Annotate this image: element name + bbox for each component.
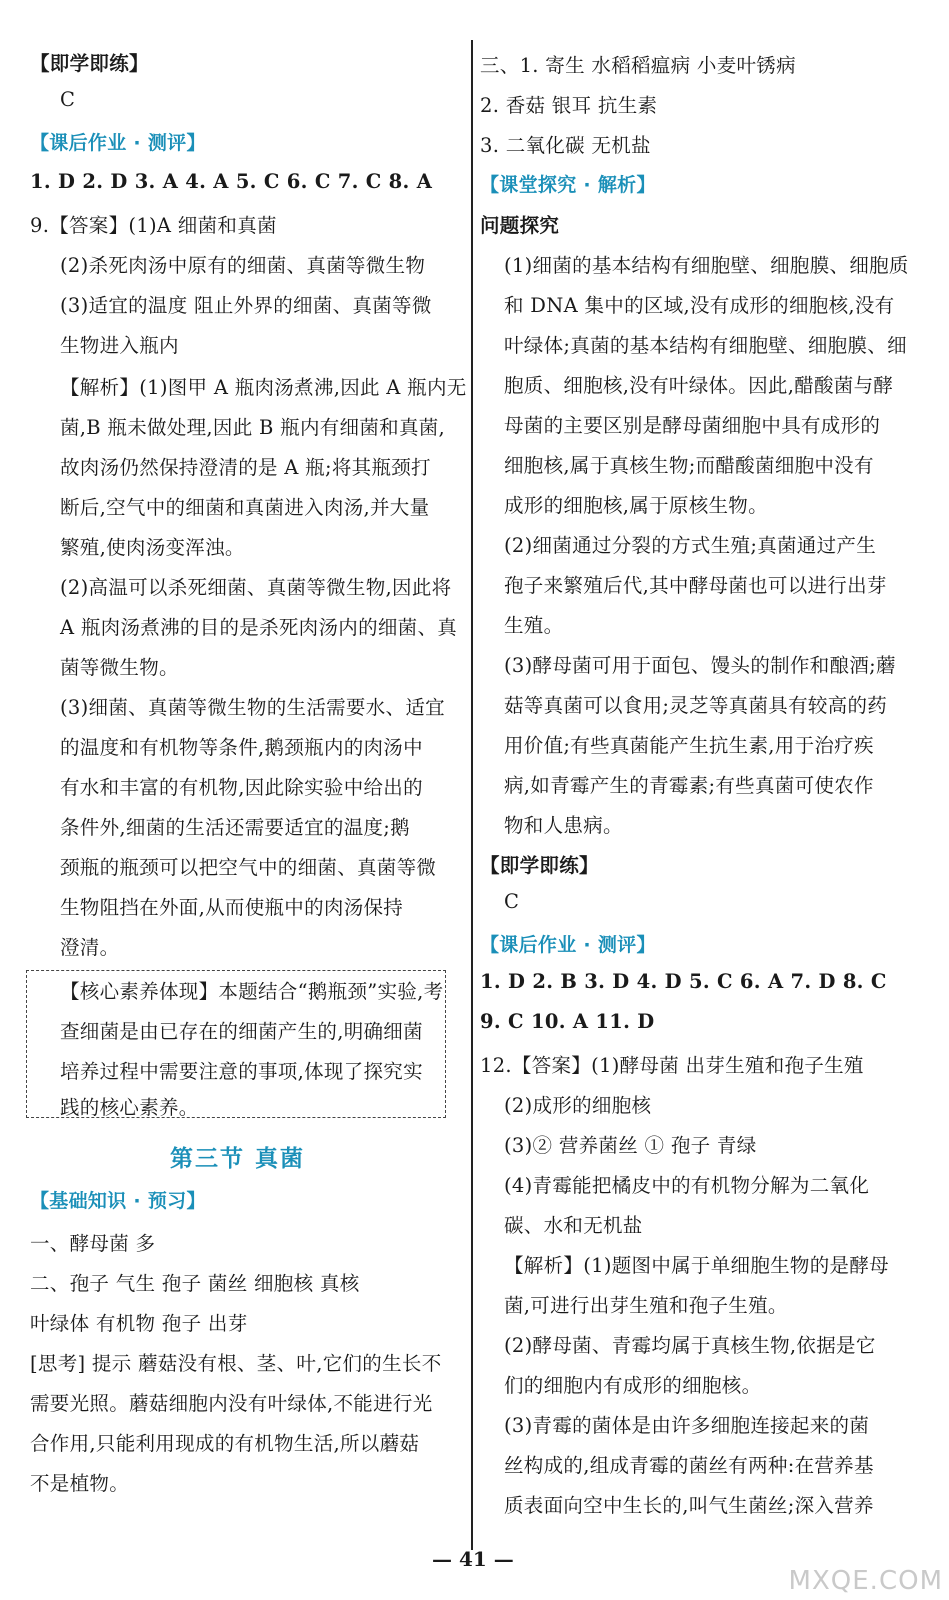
left-text-line: C: [60, 88, 76, 111]
left-text-line: 菌,B 瓶未做处理,因此 B 瓶内有细菌和真菌,: [60, 416, 446, 439]
right-text-line: 【课堂探究 · 解析】: [480, 174, 656, 196]
right-text-line: (2)酵母菌、青霉均属于真核生物,依据是它: [504, 1334, 876, 1357]
left-text-line: 叶绿体 有机物 孢子 出芽: [30, 1312, 248, 1335]
left-text-line: (2)高温可以杀死细菌、真菌等微生物,因此将: [60, 576, 452, 599]
right-text-line: 1. D 2. B 3. D 4. D 5. C 6. A 7. D 8. C: [480, 970, 887, 993]
left-text-line: 有水和丰富的有机物,因此除实验中给出的: [60, 776, 423, 799]
left-text-line: 故肉汤仍然保持澄清的是 A 瓶;将其瓶颈打: [60, 456, 431, 479]
left-text-line: 繁殖,使肉汤变浑浊。: [60, 536, 245, 559]
left-text-line: 第三节 真菌: [170, 1145, 306, 1172]
right-text-line: 质表面向空中生长的,叫气生菌丝;深入营养: [504, 1494, 874, 1517]
left-text-line: 【即学即练】: [30, 52, 149, 75]
right-text-line: 【解析】(1)题图中属于单细胞生物的是酵母: [504, 1254, 889, 1277]
right-text-line: 叶绿体;真菌的基本结构有细胞壁、细胞膜、细: [504, 334, 907, 357]
right-text-line: 病,如青霉产生的青霉素;有些真菌可使农作: [504, 774, 874, 797]
left-text-line: 1. D 2. D 3. A 4. A 5. C 6. C 7. C 8. A: [30, 170, 433, 193]
left-text-line: 合作用,只能利用现成的有机物生活,所以蘑菇: [30, 1432, 420, 1455]
right-text-line: 菌,可进行出芽生殖和孢子生殖。: [504, 1294, 788, 1317]
right-text-line: 【即学即练】: [480, 854, 599, 877]
left-text-line: 条件外,细菌的生活还需要适宜的温度;鹅: [60, 816, 410, 839]
left-text-line: 菌等微生物。: [60, 656, 179, 679]
right-text-line: (4)青霉能把橘皮中的有机物分解为二氧化: [504, 1174, 870, 1197]
right-text-line: 3. 二氧化碳 无机盐: [480, 134, 651, 157]
left-text-line: (3)细菌、真菌等微生物的生活需要水、适宜: [60, 696, 445, 719]
left-text-line: 查细菌是由已存在的细菌产生的,明确细菌: [60, 1020, 423, 1043]
left-text-line: 【核心素养体现】本题结合“鹅瓶颈”实验,考: [60, 980, 444, 1003]
left-text-line: (3)适宜的温度 阻止外界的细菌、真菌等微: [60, 294, 432, 317]
right-text-line: 胞质、细胞核,没有叶绿体。因此,醋酸菌与酵: [504, 374, 894, 397]
right-text-line: 细胞核,属于真核生物;而醋酸菌细胞中没有: [504, 454, 874, 477]
left-text-line: 需要光照。蘑菇细胞内没有叶绿体,不能进行光: [30, 1392, 433, 1415]
right-text-line: 用价值;有些真菌能产生抗生素,用于治疗疾: [504, 734, 874, 757]
right-text-line: 生殖。: [504, 614, 564, 637]
left-text-line: 9.【答案】(1)A 细菌和真菌: [30, 214, 277, 237]
right-text-line: (1)细菌的基本结构有细胞壁、细胞膜、细胞质: [504, 254, 909, 277]
right-text-line: C: [504, 890, 520, 913]
right-text-line: 成形的细胞核,属于原核生物。: [504, 494, 768, 517]
left-text-line: (2)杀死肉汤中原有的细菌、真菌等微生物: [60, 254, 426, 277]
right-text-line: 问题探究: [480, 214, 560, 237]
left-text-line: 的温度和有机物等条件,鹅颈瓶内的肉汤中: [60, 736, 423, 759]
right-text-line: (3)② 营养菌丝 ① 孢子 青绿: [504, 1134, 757, 1157]
left-text-line: A 瓶肉汤煮沸的目的是杀死肉汤内的细菌、真: [60, 616, 458, 639]
right-text-line: 孢子来繁殖后代,其中酵母菌也可以进行出芽: [504, 574, 887, 597]
column-divider: [471, 40, 473, 1550]
left-text-line: 断后,空气中的细菌和真菌进入肉汤,并大量: [60, 496, 430, 519]
left-text-line: 践的核心素养。: [60, 1096, 199, 1119]
left-text-line: 培养过程中需要注意的事项,体现了探究实: [60, 1060, 423, 1083]
left-text-line: [思考] 提示 蘑菇没有根、茎、叶,它们的生长不: [30, 1352, 442, 1375]
right-text-line: 们的细胞内有成形的细胞核。: [504, 1374, 762, 1397]
right-text-line: (3)青霉的菌体是由许多细胞连接起来的菌: [504, 1414, 870, 1437]
right-text-line: 物和人患病。: [504, 814, 623, 837]
left-text-line: 生物阻挡在外面,从而使瓶中的肉汤保持: [60, 896, 404, 919]
right-text-line: 【课后作业 · 测评】: [480, 934, 656, 956]
left-text-line: 一、酵母菌 多: [30, 1232, 156, 1255]
page-number: — 41 —: [432, 1547, 514, 1571]
left-text-line: 颈瓶的瓶颈可以把空气中的细菌、真菌等微: [60, 856, 437, 879]
right-text-line: 碳、水和无机盐: [504, 1214, 643, 1237]
right-text-line: (2)成形的细胞核: [504, 1094, 652, 1117]
right-text-line: 12.【答案】(1)酵母菌 出芽生殖和孢子生殖: [480, 1054, 864, 1077]
right-text-line: (2)细菌通过分裂的方式生殖;真菌通过产生: [504, 534, 876, 557]
right-text-line: 9. C 10. A 11. D: [480, 1010, 655, 1033]
right-text-line: 母菌的主要区别是酵母菌细胞中具有成形的: [504, 414, 881, 437]
right-text-line: 菇等真菌可以食用;灵芝等真菌具有较高的药: [504, 694, 888, 717]
right-text-line: (3)酵母菌可用于面包、馒头的制作和酿酒;蘑: [504, 654, 896, 677]
right-text-line: 丝构成的,组成青霉的菌丝有两种:在营养基: [504, 1454, 874, 1477]
right-text-line: 三、1. 寄生 水稻稻瘟病 小麦叶锈病: [480, 54, 796, 77]
left-text-line: 【基础知识 · 预习】: [30, 1190, 206, 1212]
left-text-line: 生物进入瓶内: [60, 334, 179, 357]
left-text-line: 不是植物。: [30, 1472, 130, 1495]
core-literacy-box: [26, 970, 446, 1118]
right-text-line: 和 DNA 集中的区域,没有成形的细胞核,没有: [504, 294, 895, 317]
watermark-logo: MXQE.COM: [788, 1566, 943, 1596]
right-text-line: 2. 香菇 银耳 抗生素: [480, 94, 658, 117]
left-text-line: 【课后作业 · 测评】: [30, 132, 206, 154]
left-text-line: 二、孢子 气生 孢子 菌丝 细胞核 真核: [30, 1272, 360, 1295]
left-text-line: 澄清。: [60, 936, 120, 959]
left-text-line: 【解析】(1)图甲 A 瓶肉汤煮沸,因此 A 瓶内无: [60, 376, 467, 399]
